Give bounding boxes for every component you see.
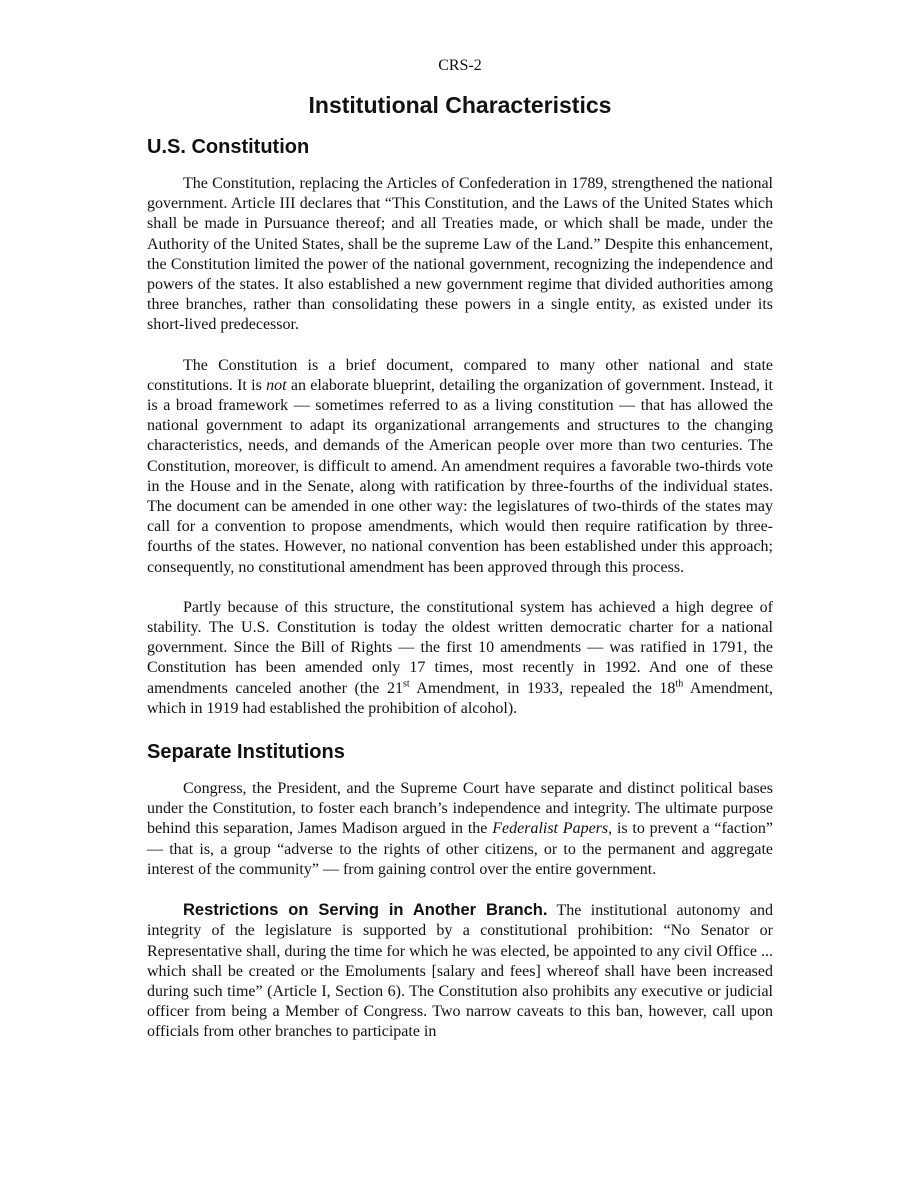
paragraph xyxy=(147,900,773,1042)
paragraph-text: an elaborate blueprint, detailing the organization of government. Instead, it is a broad framework — sometimes referred to as a living constitution — that has allowed the national government to adapt its organizational arrangements and structures to the changing characteristics, needs, and demands of the American people over more than two centuries. The Constitution, moreover, is difficult to amend. An amendment requires a favorable two-thirds vote in the House and in the Senate, along with ratification by three-fourths of the individual states. The document can be amended in one other way: the legislatures of two-thirds of the states may call for a convention to propose amendments, which would then require ratification by three-fourths of the states. However, no national convention has been established under this approach; consequently, no constitutional amendment has been approved through this process. xyxy=(147,376,774,576)
paragraph-text: The Constitution is a brief document, compared to many other national and state constitutions. It is xyxy=(147,356,773,394)
paragraph xyxy=(147,174,773,336)
paragraph-text: The Constitution, replacing the Articles of Confederation in 1789, strengthened the national government. Article III declares that “This Constitution, and the Laws of the United States which shall be made in Pursuance thereof; and all Treaties made, or which shall be made, under the Authority of the United States, shall be the supreme Law of the Land.” Despite this enhancement, the Constitution limited the power of the national government, recognizing the independence and powers of the states. It also established a new government regime that divided authorities among three branches, rather than consolidating these powers in a single entity, as existed under its short-lived predecessor. xyxy=(147,175,773,334)
paragraph xyxy=(147,356,773,578)
superscript: th xyxy=(675,678,684,690)
document-page xyxy=(147,56,773,1063)
emphasis-text: Federalist Papers xyxy=(492,820,609,838)
page-number: CRS-2 xyxy=(438,57,482,74)
paragraph-text: The institutional autonomy and integrity of the legislature is supported by a constitutional prohibition: “No Senator or Representative shall, during the time for which he was elected, be appointed to any civil Office ... which shall be created or the Emoluments [salary and fees] whereof shall have been increased during such time” (Article I, Section 6). The Constitution also prohibits any executive or judicial officer from being a Member of Congress. Two narrow caveats to this ban, however, call upon officials from other branches to participate in xyxy=(147,902,774,1041)
paragraph-text: , is to prevent a “faction” — that is, a group “adverse to the rights of other citizens, or to the permanent and aggregate interest of the community” — from gaining control over the entire government. xyxy=(147,820,774,878)
run-in-heading: Restrictions on Serving in Another Branch. xyxy=(183,901,548,920)
emphasis-text: not xyxy=(266,376,287,394)
paragraph-text: Amendment, which in 1919 had established the prohibition of alcohol). xyxy=(147,679,773,717)
section-heading-separate-institutions: Separate Institutions xyxy=(147,741,345,764)
paragraph-text: Amendment, in 1933, repealed the 18 xyxy=(409,679,676,697)
paragraph-text: Partly because of this structure, the constitutional system has achieved a high degree of stability. The U.S. Constitution is today the oldest written democratic charter for a national government. Since the Bill of Rights — the first 10 amendments — was ratified in 1791, the Constitution has been amended only 17 times, most recently in 1992. And one of these amendments canceled another (the 21 xyxy=(147,598,773,697)
section-heading-us-constitution: U.S. Constitution xyxy=(147,136,310,158)
page-title: Institutional Characteristics xyxy=(308,92,612,118)
paragraph-text: Congress, the President, and the Supreme Court have separate and distinct political bases under the Constitution, to foster each branch’s independence and integrity. The ultimate purpose behind this separation, James Madison argued in the xyxy=(147,780,773,838)
paragraph xyxy=(147,779,773,880)
superscript: st xyxy=(402,678,410,690)
paragraph xyxy=(147,598,773,719)
